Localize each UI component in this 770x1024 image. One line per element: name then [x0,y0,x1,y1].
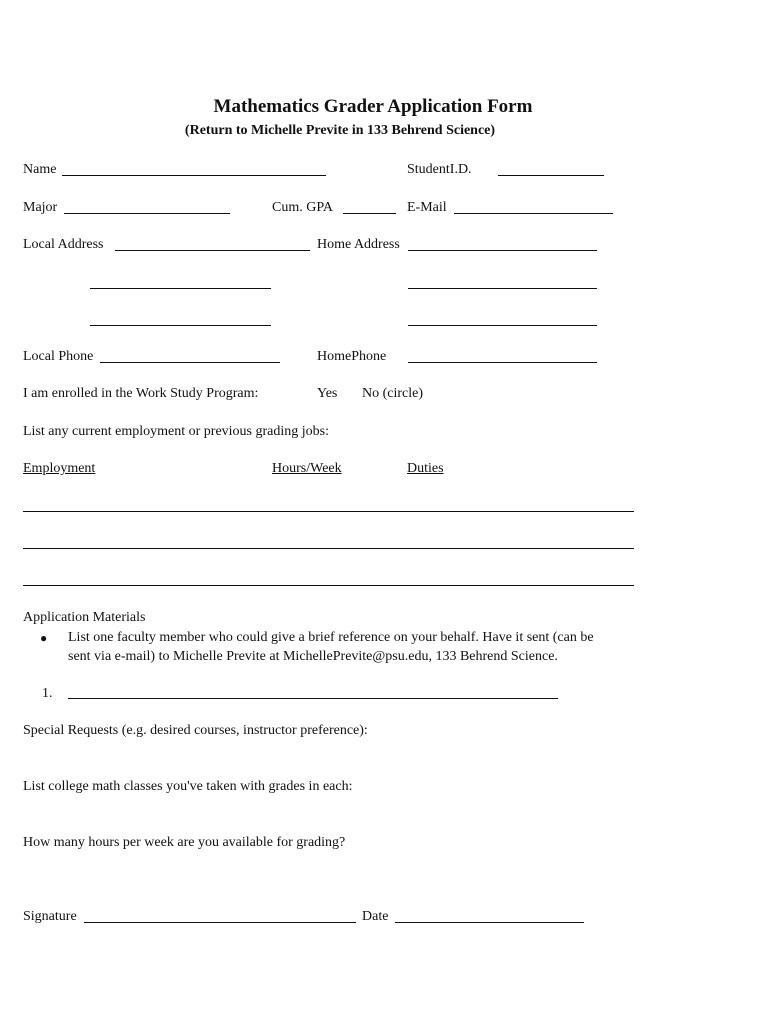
math-classes-label: List college math classes you've taken with grades in each: [23,779,353,794]
local-address-field-1[interactable] [115,250,310,251]
work-study-yes[interactable]: Yes [317,386,338,401]
employment-line-3[interactable] [23,585,634,586]
hours-available-label: How many hours per week are you available for grading? [23,835,346,850]
local-address-label: Local Address [23,237,104,252]
student-id-label: StudentI.D. [407,162,472,177]
work-study-question: I am enrolled in the Work Study Program: [23,386,259,401]
gpa-field[interactable] [343,213,396,214]
employment-line-2[interactable] [23,548,634,549]
signature-field[interactable] [84,922,356,923]
col-hours-header: Hours/Week [272,461,342,476]
work-study-no[interactable]: No (circle) [362,386,424,401]
special-requests-field[interactable] [23,742,634,776]
special-requests-label: Special Requests (e.g. desired courses, instructor preference): [23,723,368,738]
home-address-field-3[interactable] [408,325,597,326]
local-address-field-2[interactable] [90,288,271,289]
home-phone-label: HomePhone [317,349,387,364]
name-label: Name [23,162,57,177]
reference-field[interactable] [68,698,558,699]
bullet-icon: ● [40,631,48,645]
major-label: Major [23,200,58,215]
major-field[interactable] [64,213,230,214]
form-title: Mathematics Grader Application Form [213,96,533,117]
local-phone-field[interactable] [100,362,280,363]
signature-label: Signature [23,909,77,924]
home-address-label: Home Address [317,237,400,252]
gpa-label: Cum. GPA [272,200,333,215]
employment-line-1[interactable] [23,511,634,512]
local-address-field-3[interactable] [90,325,271,326]
materials-heading: Application Materials [23,610,146,625]
local-phone-label: Local Phone [23,349,94,364]
student-id-field[interactable] [498,175,604,176]
date-field[interactable] [395,922,584,923]
hours-available-field[interactable] [23,854,634,904]
materials-instruction-line-2: sent via e-mail) to Michelle Previte at MichellePrevite@psu.edu, 133 Behrend Science. [68,649,558,664]
date-label: Date [362,909,389,924]
home-address-field-2[interactable] [408,288,597,289]
email-label: E-Mail [407,200,447,215]
col-employment-header: Employment [23,461,96,476]
home-address-field-1[interactable] [408,250,597,251]
col-duties-header: Duties [407,461,444,476]
math-classes-field[interactable] [23,798,634,832]
reference-item-number: 1. [42,686,53,701]
form-subtitle: (Return to Michelle Previte in 133 Behrend Science) [184,123,496,138]
name-field[interactable] [62,175,326,176]
employment-prompt: List any current employment or previous grading jobs: [23,424,329,439]
materials-instruction-line-1: List one faculty member who could give a brief reference on your behalf. Have it sent (can be [68,630,594,645]
email-field[interactable] [454,213,613,214]
home-phone-field[interactable] [408,362,597,363]
